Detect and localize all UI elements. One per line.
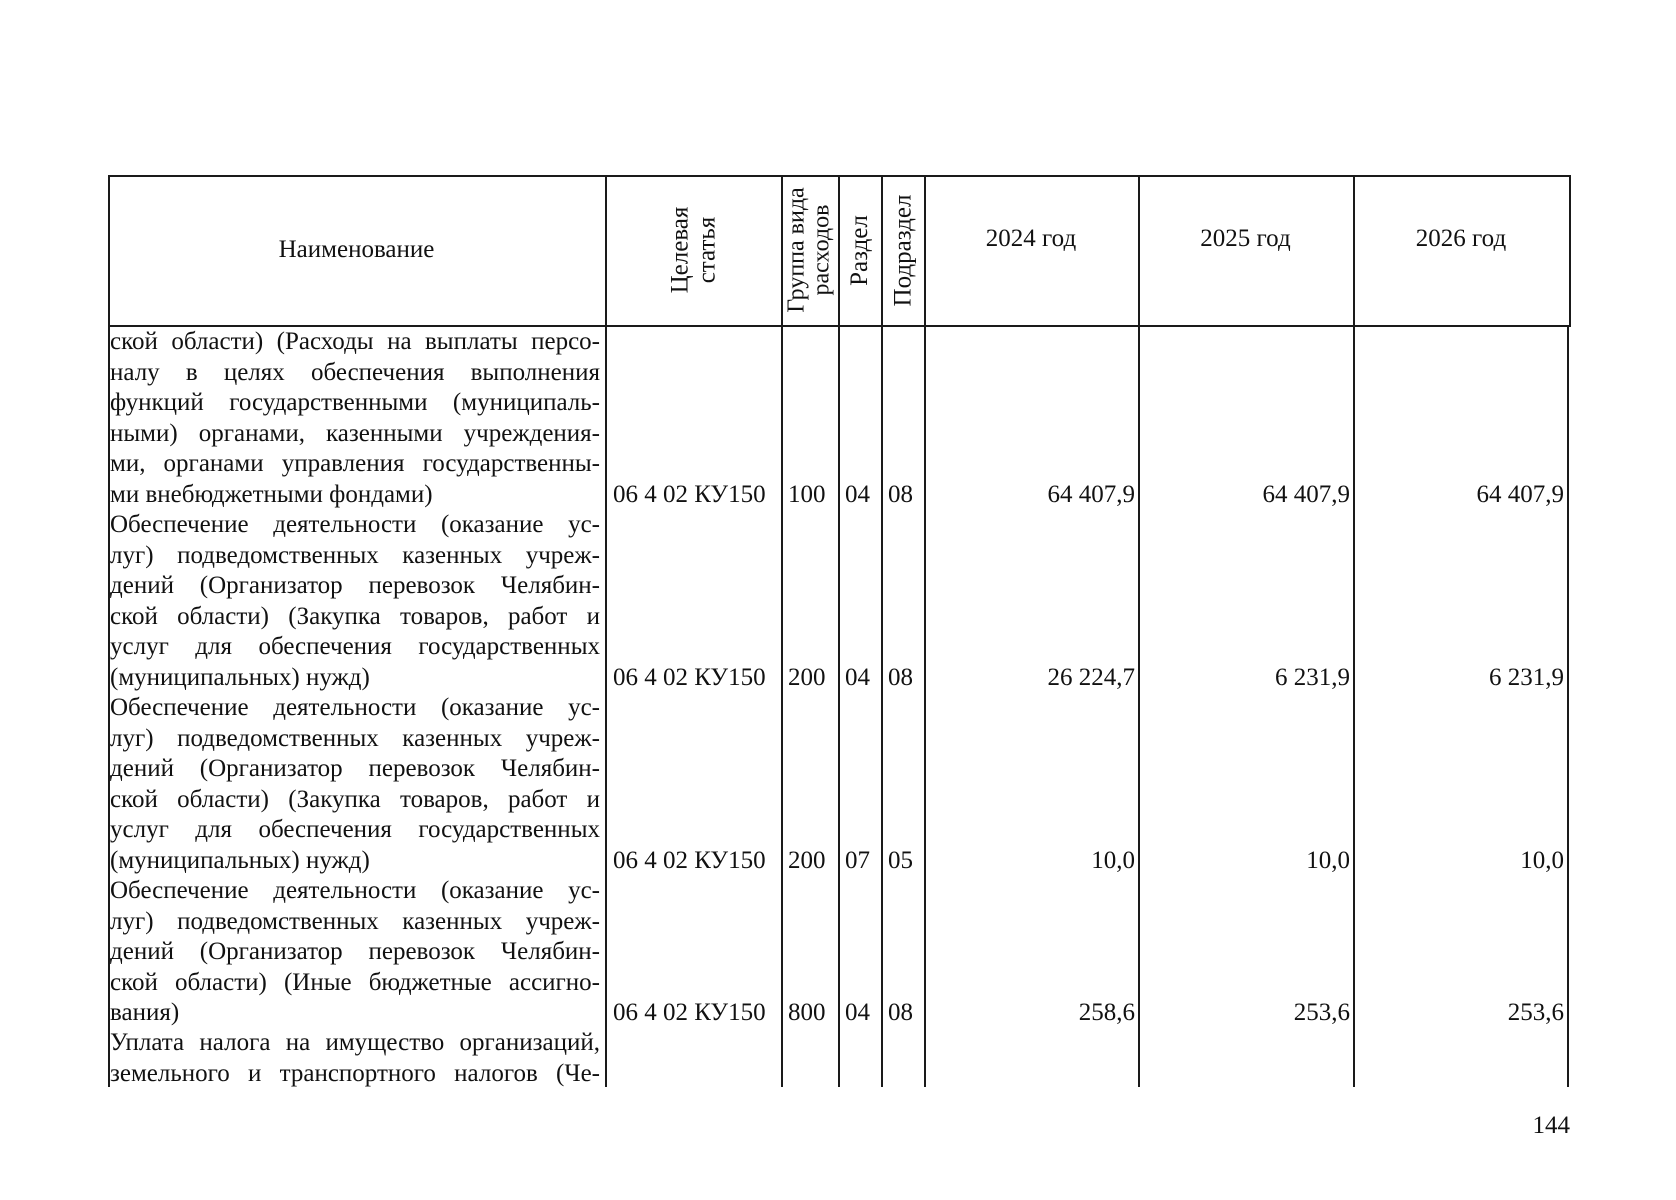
row-subsection: 05 bbox=[888, 846, 913, 874]
row-name: Уплата налога на имущество организаций, земельного и транспортного налогов (Че- bbox=[110, 1029, 600, 1087]
row-2026: 253,6 bbox=[1507, 998, 1564, 1026]
row-2026: 10,0 bbox=[1520, 846, 1564, 874]
row-subsection: 08 bbox=[888, 998, 913, 1026]
row-name: Обеспечение деятельности (оказание ус- луг) подведомственных казенных учреж- дений (Организатор перевозок Челябин- ской области) (Закупка товаров, работ и услуг для обеспечения государственных (муниципальных) нужд) bbox=[110, 694, 600, 874]
row-2026: 64 407,9 bbox=[1476, 480, 1564, 508]
row-group: 800 bbox=[788, 998, 826, 1026]
budget-table bbox=[108, 175, 1577, 1087]
row-group: 200 bbox=[788, 846, 826, 874]
header-2026: 2026 год bbox=[1415, 225, 1507, 252]
header-section-text: Раздел bbox=[846, 214, 873, 286]
header-target-text: Целевая статья bbox=[665, 206, 720, 294]
row-2024: 258,6 bbox=[1078, 998, 1135, 1026]
row-name: Обеспечение деятельности (оказание ус- луг) подведомственных казенных учреж- дений (Организатор перевозок Челябин- ской области) (Иные бюджетные ассигно- вания) bbox=[110, 877, 600, 1026]
row-group: 200 bbox=[788, 663, 826, 691]
header-2025: 2025 год bbox=[1200, 225, 1291, 252]
row-2024: 26 224,7 bbox=[1047, 663, 1135, 691]
row-2026: 6 231,9 bbox=[1489, 663, 1564, 691]
row-2025: 64 407,9 bbox=[1262, 480, 1350, 508]
grid-line bbox=[1569, 175, 1571, 325]
header-subsection-text: Подраздел bbox=[889, 194, 916, 306]
row-subsection: 08 bbox=[888, 663, 913, 691]
row-2025: 253,6 bbox=[1293, 998, 1350, 1026]
row-target: 06 4 02 КУ150 bbox=[613, 998, 766, 1026]
row-target: 06 4 02 КУ150 bbox=[613, 663, 766, 691]
row-target: 06 4 02 КУ150 bbox=[613, 480, 766, 508]
row-section: 04 bbox=[845, 663, 870, 691]
table-row bbox=[108, 1028, 1577, 1089]
header-subsection bbox=[881, 175, 924, 325]
row-2025: 10,0 bbox=[1306, 846, 1350, 874]
header-target bbox=[605, 175, 781, 325]
header-group bbox=[781, 175, 838, 325]
row-target: 06 4 02 КУ150 bbox=[613, 846, 766, 874]
row-2024: 10,0 bbox=[1091, 846, 1135, 874]
header-name: Наименование bbox=[278, 236, 435, 263]
table-row bbox=[108, 693, 1577, 876]
row-subsection: 08 bbox=[888, 480, 913, 508]
header-2024: 2024 год bbox=[985, 225, 1077, 252]
row-section: 04 bbox=[845, 480, 870, 508]
table-row bbox=[108, 327, 1577, 510]
row-section: 04 bbox=[845, 998, 870, 1026]
row-2024: 64 407,9 bbox=[1047, 480, 1135, 508]
table-row bbox=[108, 876, 1577, 1028]
row-name: ской области) (Расходы на выплаты персо- налу в целях обеспечения выполнения функций государственными (муниципаль- ными) органами, казенными учреждения- ми, органами управления государственны- ми внебюджетными фондами) bbox=[110, 328, 600, 508]
page-number: 144 bbox=[1532, 1112, 1570, 1139]
header-section bbox=[838, 175, 881, 325]
row-2025: 6 231,9 bbox=[1275, 663, 1350, 691]
row-section: 07 bbox=[845, 846, 870, 874]
row-name: Обеспечение деятельности (оказание ус- луг) подведомственных казенных учреж- дений (Организатор перевозок Челябин- ской области) (Закупка товаров, работ и услуг для обеспечения государственных (муниципальных) нужд) bbox=[110, 511, 600, 691]
header-group-text: Группа вида расходов bbox=[783, 187, 835, 313]
row-group: 100 bbox=[788, 480, 826, 508]
table-row bbox=[108, 510, 1577, 693]
